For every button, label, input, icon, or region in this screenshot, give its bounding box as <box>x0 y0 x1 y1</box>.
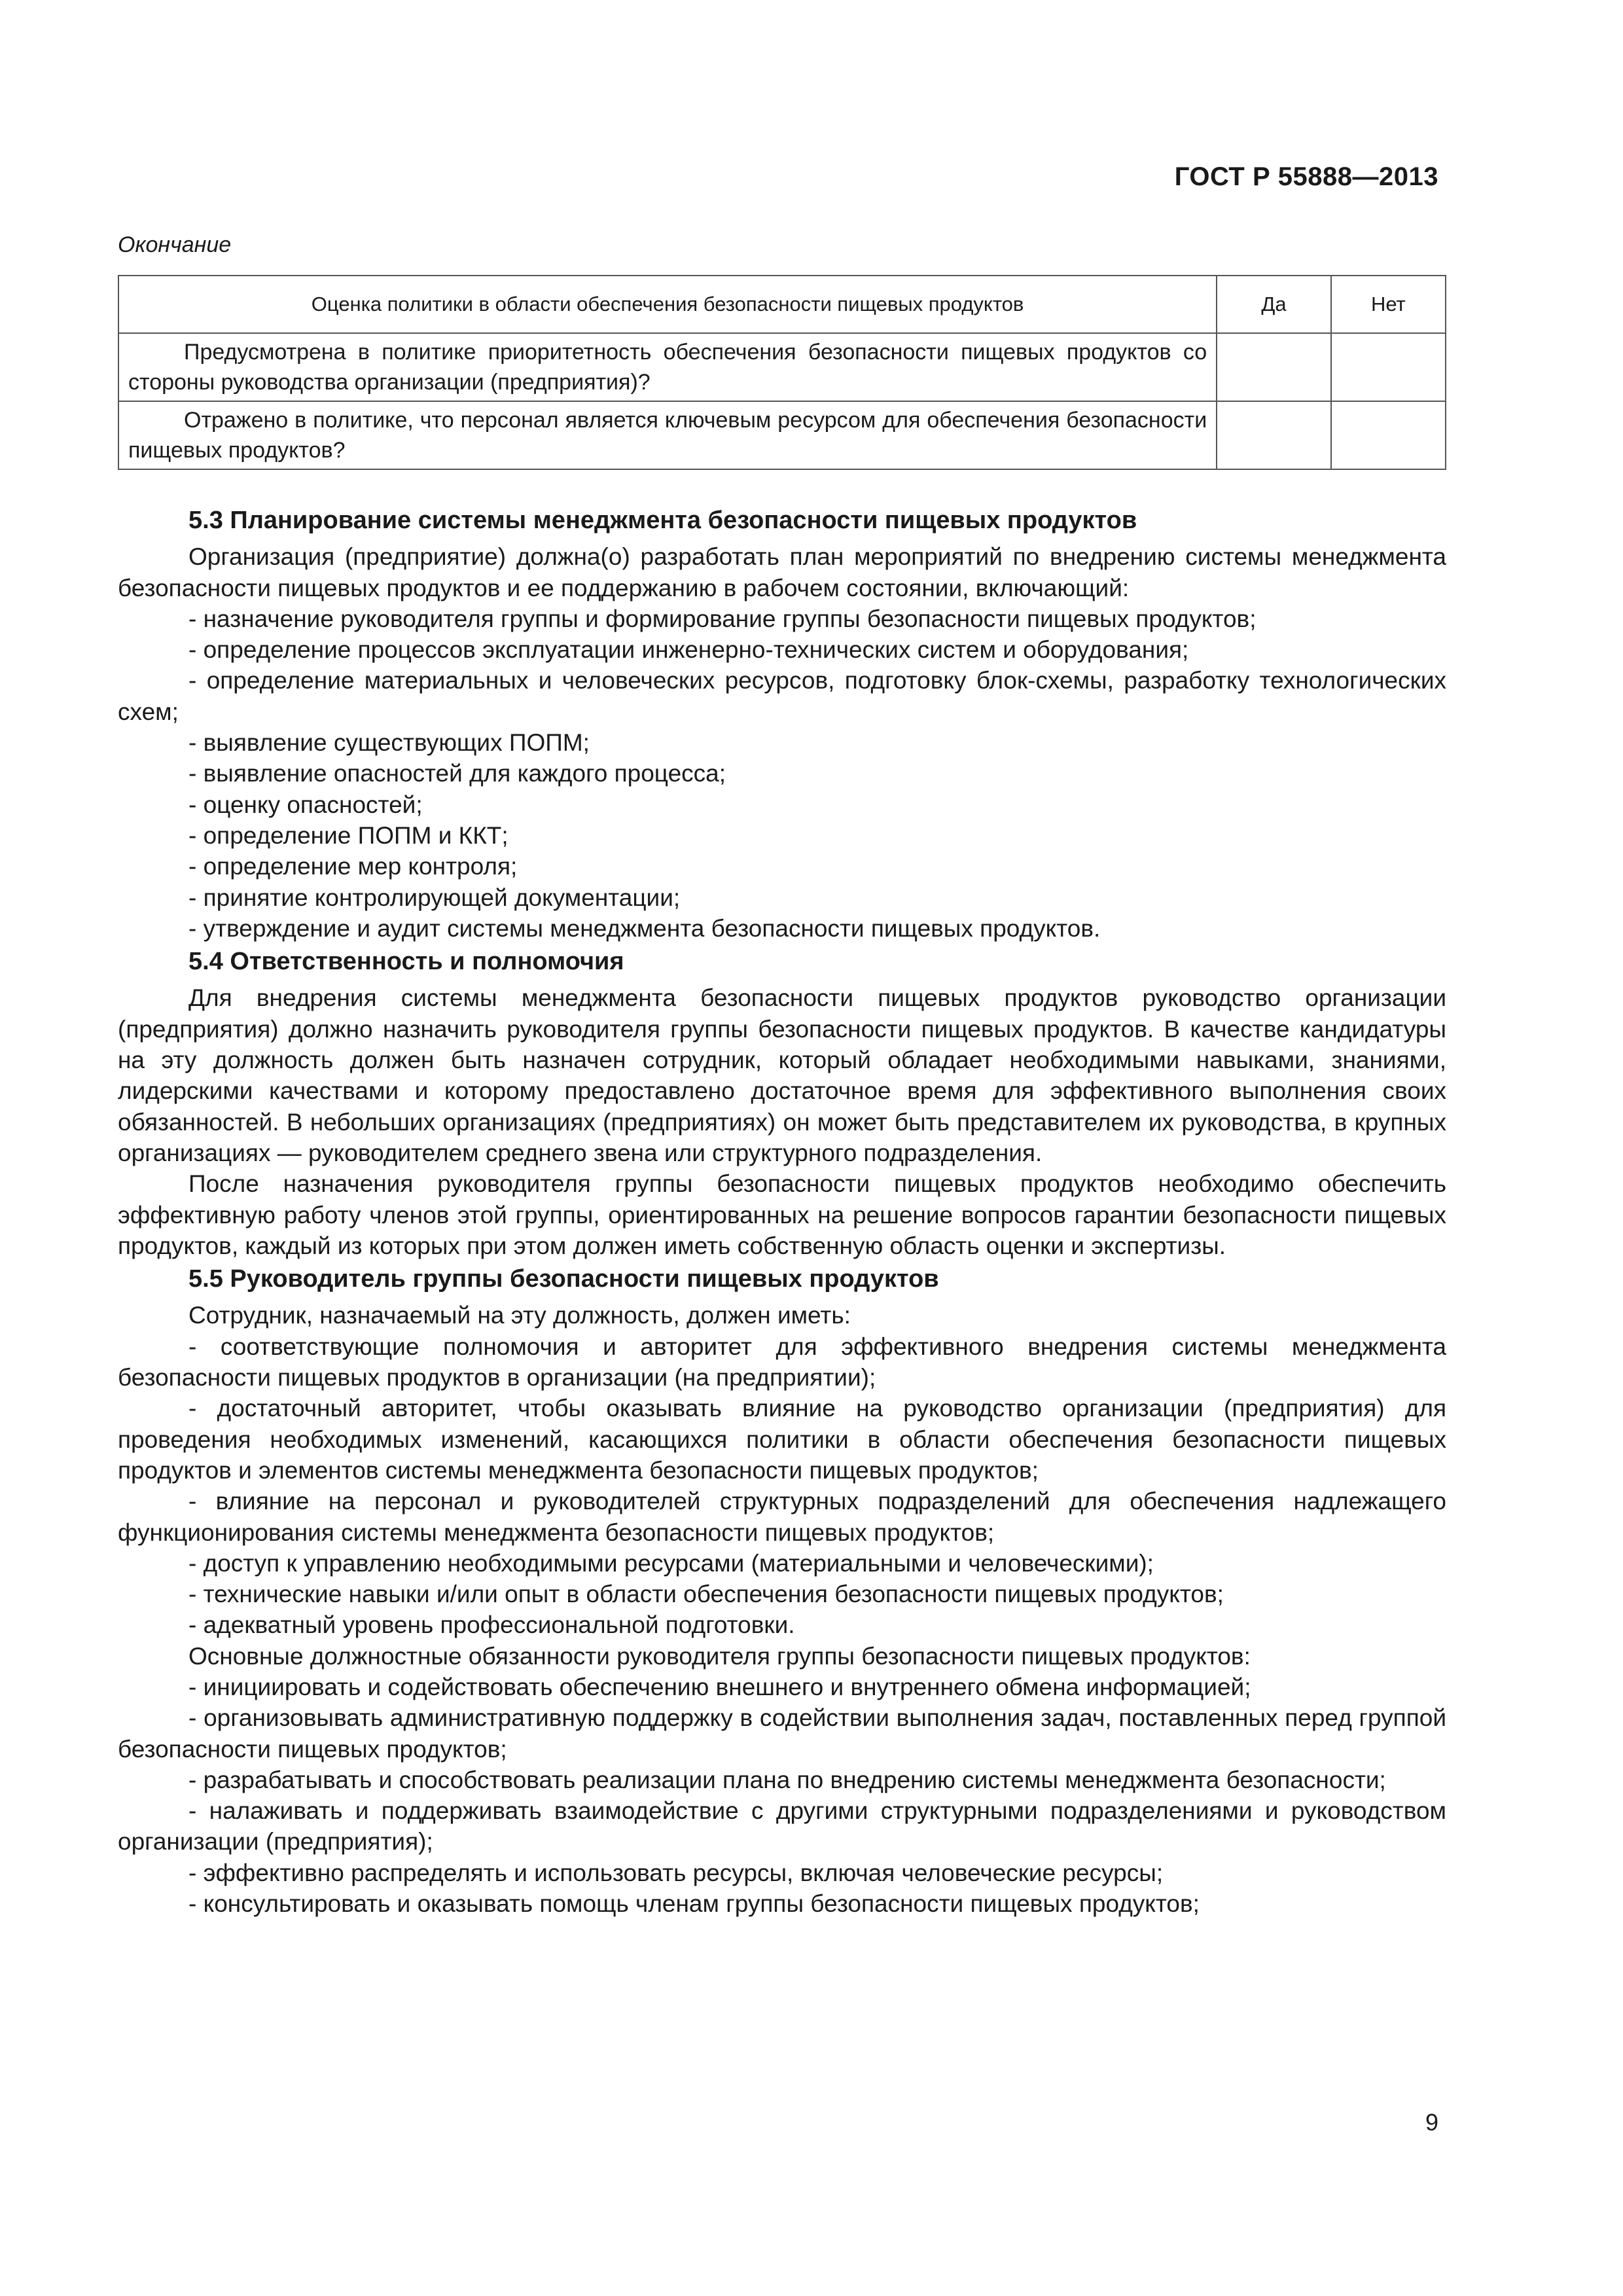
list-item: - определение ПОПМ и ККТ; <box>188 821 508 849</box>
list-item: - принятие контролирующей документации; <box>188 884 681 911</box>
list-item: - технические навыки и/или опыт в области обеспечения безопасности пищевых продуктов; <box>188 1581 1224 1608</box>
table-header-question: Оценка политики в области обеспечения безопасности пищевых продуктов <box>118 276 1217 333</box>
table-continuation-label: Окончание <box>118 232 232 257</box>
section-heading-5-3: 5.3 Планирование системы менеджмента безопасности пищевых продуктов <box>188 507 1137 534</box>
table-row <box>118 333 1446 401</box>
list-item: - определение материальных и человеческих ресурсов, подготовку блок-схемы, разработку технологических схем; <box>118 667 1446 725</box>
table-header-yes: Да <box>1217 276 1331 333</box>
list-item: - оценку опасностей; <box>188 791 423 818</box>
table-header-row <box>118 276 1446 333</box>
table-header-no: Нет <box>1331 276 1446 333</box>
body-text <box>118 503 1446 1919</box>
list-item: - соответствующие полномочия и авторитет для эффективного внедрения системы менеджмента безопасности пищевых продуктов в организации (на предприятии); <box>118 1333 1446 1391</box>
list-item: - выявление опасностей для каждого процесса; <box>188 760 726 787</box>
paragraph: После назначения руководителя группы безопасности пищевых продуктов необходимо обеспечить эффективную работу членов этой группы, ориентированных на решение вопросов гарантии безопасности пищевых продуктов, каждый из которых при этом должен иметь собственную область оценки и экспертизы. <box>118 1170 1446 1259</box>
list-item: - утверждение и аудит системы менеджмента безопасности пищевых продуктов. <box>188 914 1101 942</box>
list-item: - разрабатывать и способствовать реализации плана по внедрению системы менеджмента безопасности; <box>188 1766 1386 1793</box>
page-number: 9 <box>1425 2109 1438 2136</box>
paragraph: Для внедрения системы менеджмента безопасности пищевых продуктов руководство организации (предприятия) должно назначить руководителя группы безопасности пищевых продуктов. В качестве кандидатуры на эту должность должен быть назначен сотрудник, который обладает необходимыми навыками, знаниями, лидерскими качествами и которому предоставлено достаточное время для эффективного выполнения своих обязанностей. В небольших организациях (предприятиях) он может быть представителем их руководства, в крупных организациях — руководителем среднего звена или структурного подразделения. <box>118 984 1446 1166</box>
list-item: - эффективно распределять и использовать ресурсы, включая человеческие ресурсы; <box>188 1859 1164 1886</box>
list-item: - доступ к управлению необходимыми ресурсами (материальными и человеческими); <box>188 1549 1154 1577</box>
list-item: - адекватный уровень профессиональной подготовки. <box>188 1611 795 1639</box>
table-row-question: Отражено в политике, что персонал является ключевым ресурсом для обеспечения безопасности пищевых продуктов? <box>118 401 1217 469</box>
paragraph: Сотрудник, назначаемый на эту должность, должен иметь: <box>188 1302 851 1329</box>
table-row-question: Предусмотрена в политике приоритетность обеспечения безопасности пищевых продуктов со стороны руководства организации (предприятия)? <box>118 333 1217 401</box>
list-item: - влияние на персонал и руководителей структурных подразделений для обеспечения надлежащего функционирования системы менеджмента безопасности пищевых продуктов; <box>118 1488 1446 1546</box>
list-item: - организовывать административную поддержку в содействии выполнения задач, поставленных перед группой безопасности пищевых продуктов; <box>118 1704 1446 1763</box>
section-heading-5-4: 5.4 Ответственность и полномочия <box>188 948 624 976</box>
table-cell-yes <box>1217 333 1331 401</box>
list-item: - назначение руководителя группы и формирование группы безопасности пищевых продуктов; <box>188 605 1257 632</box>
standard-number: ГОСТ Р 55888—2013 <box>1174 162 1438 191</box>
table-cell-no <box>1331 333 1446 401</box>
list-item: - определение процессов эксплуатации инженерно-технических систем и оборудования; <box>188 636 1189 664</box>
paragraph: Основные должностные обязанности руководителя группы безопасности пищевых продуктов: <box>188 1642 1251 1670</box>
list-item: - инициировать и содействовать обеспечению внешнего и внутреннего обмена информацией; <box>188 1673 1251 1700</box>
list-item: - консультировать и оказывать помощь членам группы безопасности пищевых продуктов; <box>188 1890 1200 1918</box>
section-heading-5-5: 5.5 Руководитель группы безопасности пищевых продуктов <box>188 1265 939 1293</box>
table-cell-yes <box>1217 401 1331 469</box>
list-item: - выявление существующих ПОПМ; <box>188 729 590 757</box>
paragraph: Организация (предприятие) должна(о) разработать план мероприятий по внедрению системы менеджмента безопасности пищевых продуктов и ее поддержанию в рабочем состоянии, включающий: <box>118 543 1446 601</box>
policy-assessment-table <box>118 275 1446 470</box>
list-item: - достаточный авторитет, чтобы оказывать влияние на руководство организации (предприятия) для проведения необходимых изменений, касающихся политики в области обеспечения безопасности пищевых продуктов и элементов системы менеджмента безопасности пищевых продуктов; <box>118 1395 1446 1484</box>
table-cell-no <box>1331 401 1446 469</box>
table-row <box>118 401 1446 469</box>
list-item: - налаживать и поддерживать взаимодействие с другими структурными подразделениями и руководством организации (предприятия); <box>118 1797 1446 1856</box>
list-item: - определение мер контроля; <box>188 853 518 880</box>
